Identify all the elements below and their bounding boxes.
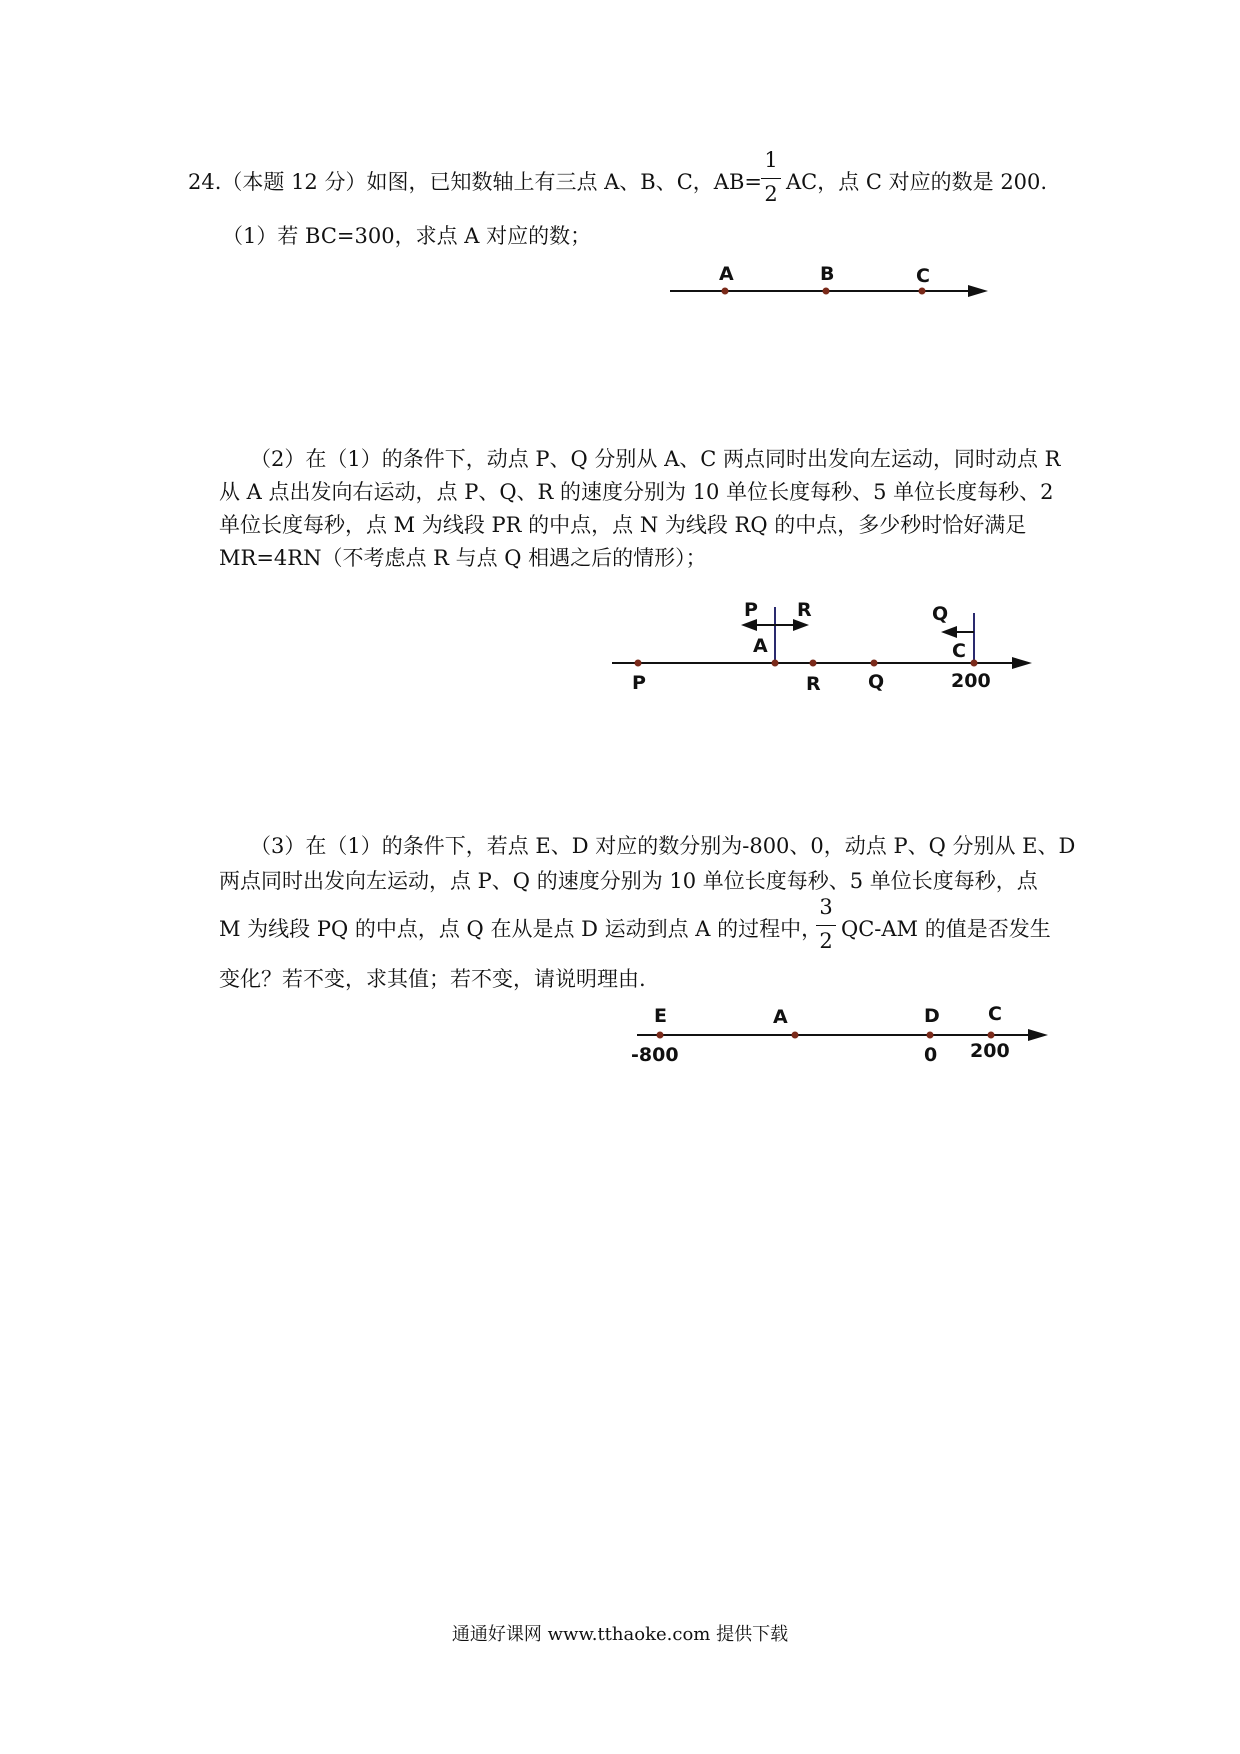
label-D: D	[924, 1005, 940, 1027]
part1-text: （1）若 BC=300，求点 A 对应的数；	[222, 224, 592, 248]
value-200: 200	[970, 1040, 1010, 1062]
point-C	[988, 1032, 995, 1039]
part3-line2: 两点同时出发向左运动，点 P、Q 的速度分别为 10 单位长度每秒、5 单位长度每秒，点	[219, 869, 1038, 893]
label-Q: Q	[868, 671, 885, 693]
part2-line3: 单位长度每秒，点 M 为线段 PR 的中点，点 N 为线段 RQ 的中点，多少秒时恰好满足	[219, 513, 1027, 537]
fraction-numerator: 1	[764, 148, 778, 172]
value-0: 0	[924, 1044, 938, 1066]
part2-line1: （2）在（1）的条件下，动点 P、Q 分别从 A、C 两点同时出发向左运动，同时动点 R	[250, 447, 1061, 471]
part3-line4: 变化？若不变，求其值；若不变，请说明理由.	[219, 967, 646, 991]
arrow-label-Q: Q	[932, 603, 949, 625]
label-C: C	[916, 265, 930, 287]
fraction-denominator: 2	[819, 929, 833, 953]
label-200: 200	[951, 670, 991, 692]
label-A: A	[753, 635, 768, 657]
part2-line2: 从 A 点出发向右运动，点 P、Q、R 的速度分别为 10 单位长度每秒、5 单位长度每秒、2	[219, 480, 1054, 504]
question-stem-part2: AC，点 C 对应的数是 200.	[786, 170, 1048, 194]
label-E: E	[654, 1005, 667, 1027]
part2-line4: MR=4RN（不考虑点 R 与点 Q 相遇之后的情形）；	[219, 546, 707, 570]
part3-line3-part1: M 为线段 PQ 的中点，点 Q 在从是点 D 运动到点 A 的过程中，	[219, 917, 823, 941]
question-stem-part1: 24.（本题 12 分）如图，已知数轴上有三点 A、B、C，AB=	[188, 170, 763, 194]
label-B: B	[820, 263, 835, 285]
part3-line1: （3）在（1）的条件下，若点 E、D 对应的数分别为-800、0，动点 P、Q 分别从 E、D	[250, 834, 1076, 858]
point-A	[792, 1032, 799, 1039]
point-E	[657, 1032, 664, 1039]
value-minus-800: -800	[631, 1044, 679, 1066]
arrow-head	[1028, 1029, 1048, 1041]
label-C: C	[952, 640, 966, 662]
label-R: R	[806, 673, 821, 695]
part3-line3-part2: QC-AM 的值是否发生	[841, 917, 1051, 941]
label-C: C	[988, 1003, 1002, 1025]
label-P: P	[632, 672, 646, 694]
point-D	[927, 1032, 934, 1039]
arrow-label-P: P	[744, 599, 758, 621]
footer-credit: 通通好课网 www.tthaoke.com 提供下载	[451, 1624, 789, 1645]
fraction-numerator: 3	[819, 895, 833, 919]
arrow-label-R: R	[797, 599, 812, 621]
label-A: A	[719, 263, 734, 285]
label-A: A	[773, 1006, 788, 1028]
fraction-denominator: 2	[764, 182, 778, 206]
